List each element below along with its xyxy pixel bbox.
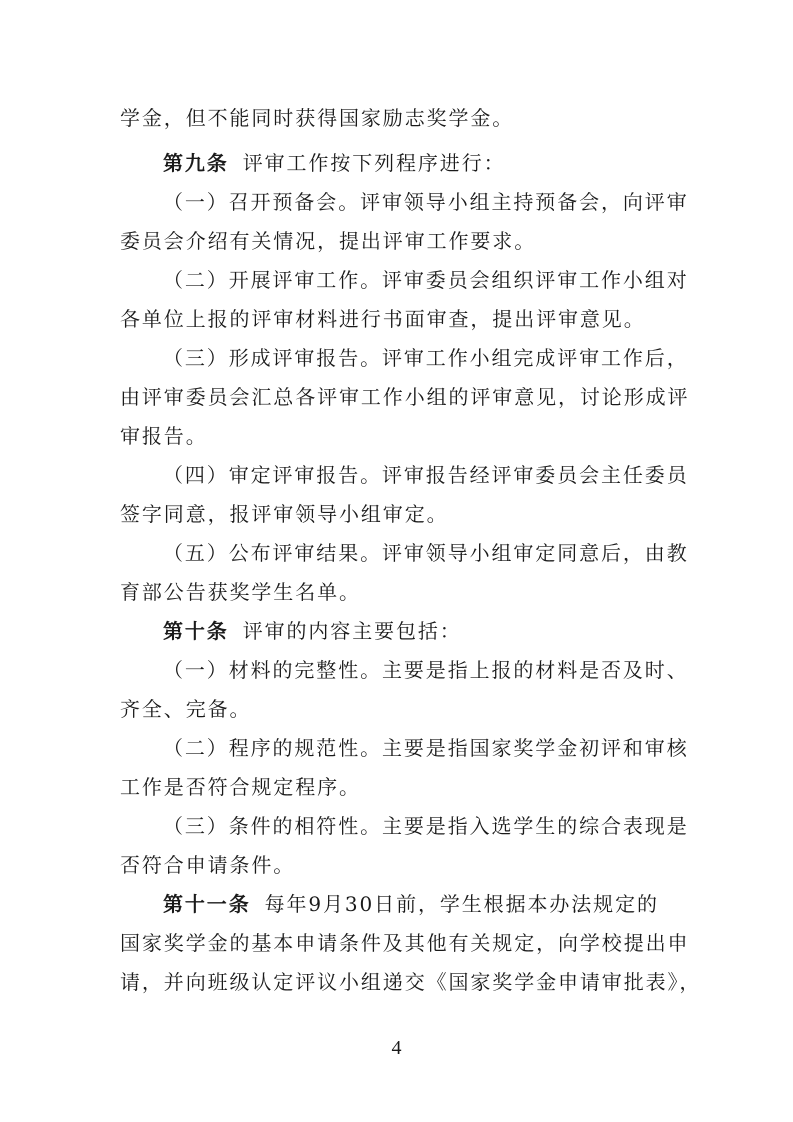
text-line: 各单位上报的评审材料进行书面审查，提出评审意见。 bbox=[120, 307, 646, 331]
text-line: （一）材料的完整性。主要是指上报的材料是否及时、 bbox=[163, 658, 689, 682]
text-line: 由评审委员会汇总各评审工作小组的评审意见，讨论形成评 bbox=[120, 385, 690, 409]
article-text: 评审的内容主要包括： bbox=[242, 619, 462, 643]
text-line: （一）召开预备会。评审领导小组主持预备会，向评审 bbox=[163, 190, 689, 214]
text-line: 学金，但不能同时获得国家励志奖学金。 bbox=[120, 106, 515, 130]
article-number: 第十条 bbox=[163, 619, 229, 643]
text-line: 委员会介绍有关情况，提出评审工作要求。 bbox=[120, 229, 537, 253]
article-heading-line bbox=[163, 148, 680, 178]
text-line: （三）条件的相符性。主要是指入选学生的综合表现是 bbox=[163, 814, 689, 838]
article-heading-line bbox=[163, 889, 680, 919]
text-line: 国家奖学金的基本申请条件及其他有关规定，向学校提出申 bbox=[120, 931, 690, 955]
text-line: 请，并向班级认定评议小组递交《国家奖学金申请审批表》， bbox=[120, 970, 702, 994]
page-number: 4 bbox=[391, 1037, 402, 1059]
text-line: 否符合申请条件。 bbox=[120, 853, 296, 877]
text-line: （五）公布评审结果。评审领导小组审定同意后，由教 bbox=[163, 541, 689, 565]
article-number: 第九条 bbox=[163, 151, 229, 175]
article-text: 每年9月30日前，学生根据本办法规定的 bbox=[264, 892, 659, 916]
text-line: 审报告。 bbox=[120, 424, 208, 448]
text-line: （二）开展评审工作。评审委员会组织评审工作小组对 bbox=[163, 268, 689, 292]
text-line: （二）程序的规范性。主要是指国家奖学金初评和审核 bbox=[163, 736, 689, 760]
text-line: （三）形成评审报告。评审工作小组完成评审工作后， bbox=[163, 346, 689, 370]
article-number: 第十一条 bbox=[163, 892, 251, 916]
article-heading-line bbox=[163, 616, 680, 646]
text-line: 齐全、完备。 bbox=[120, 697, 252, 721]
text-line: 签字同意，报评审领导小组审定。 bbox=[120, 502, 449, 526]
text-line: 育部公告获奖学生名单。 bbox=[120, 580, 361, 604]
text-line: 工作是否符合规定程序。 bbox=[120, 775, 361, 799]
article-text: 评审工作按下列程序进行： bbox=[242, 151, 506, 175]
text-line: （四）审定评审报告。评审报告经评审委员会主任委员 bbox=[163, 463, 689, 487]
